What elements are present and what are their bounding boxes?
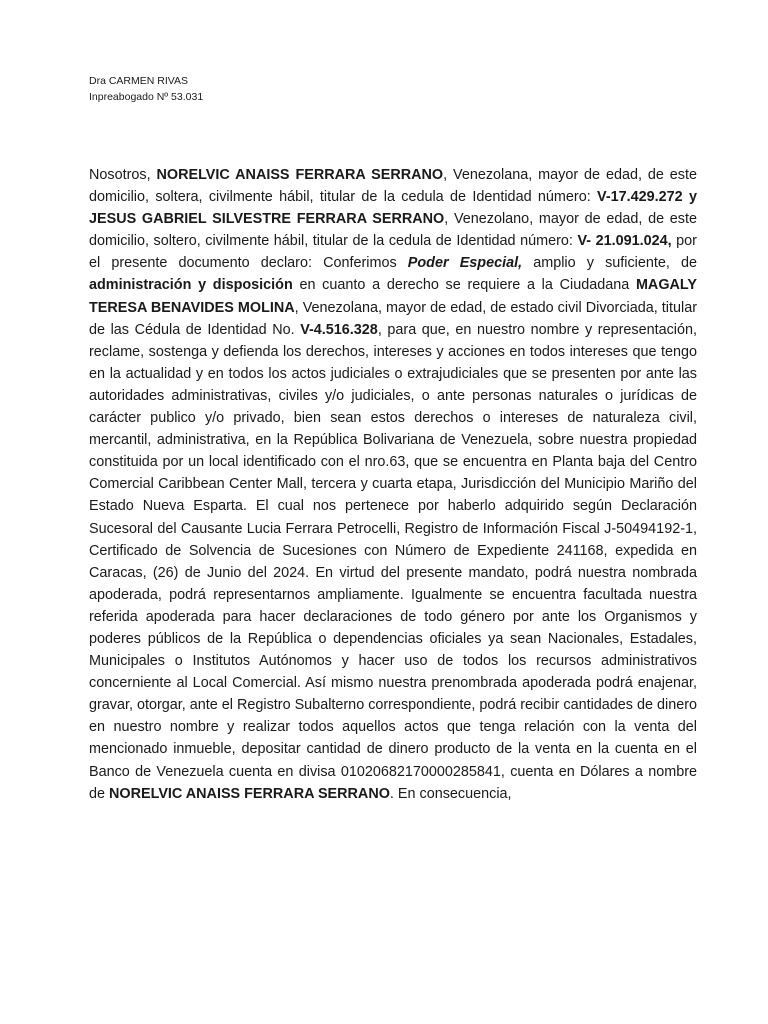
text-segment: en cuanto a derecho se requiere a la Ciudadana (292, 277, 636, 294)
text-segment: . En consecuencia, (389, 785, 512, 802)
text-segment: , para que, en nuestro nombre y representación, reclame, sostenga y defienda los derechos, intereses y acciones en todos intereses que tengo en la actualidad y en todos los actos judiciales o extrajudiciales que se presenten por ante las autoridades administrativas, civiles y/o judiciales, o ante personas naturales o jurídicas de carácter publico y/o privado, bien sean estos derechos o intereses de naturaleza civil, mercantil, administrativa, en la República Bolivariana de Venezuela, sobre nuestra propiedad constituida por un local identificado con el nro.63, que se encuentra en Planta baja del Centro Comercial Caribbean Center Mall, tercera y cuarta etapa, Jurisdicción del Municipio Mariño del Estado Nueva Esparta. El cual nos pertenece por haberlo adquirido según Declaración Sucesoral del Causante Lucia Ferrara Petrocelli, Registro de Información Fiscal J-50494192-1, Certificado de Solvencia de Sucesiones con Número de Expediente 241168, expedida en Caracas, (26) de Junio del 2024. En virtud del presente mandato, podrá nuestra nombrada apoderada, podrá representarnos ampliamente. Igualmente se encuentra facultada nuestra referida apoderada para hacer declaraciones de todo género por ante los Organismos y poderes públicos de la República o dependencias oficiales ya sean Nacionales, Estadales, Municipales o Institutos Autónomos y hacer uso de todos los recursos administrativos concerniente al Local Comercial. Así mismo nuestra prenombrada apoderada podrá enajenar, gravar, otorgar, ante el Registro Subalterno correspondiente, podrá recibir cantidades de dinero en nuestro nombre y realizar todos aquellos actos que tenga relación con la venta del mencionado inmueble, depositar cantidad de dinero producto de la venta en la cuenta en el Banco de Venezuela cuenta en divisa 01020682170000285841, cuenta en Dólares a nombre de (89, 321, 697, 802)
attorney-in-fact-name: MAGALY TERESA BENAVIDES MOLINA (89, 277, 697, 316)
text-segment: , Venezolano, mayor de edad, de este domicilio, soltero, civilmente hábil, titular de la cedula de Identidad número: (89, 211, 697, 250)
grantor-id-and-name-2: V-17.429.272 y JESUS GABRIEL SILVESTRE FERRARA SERRANO (89, 189, 697, 228)
bar-registration-number: Inpreabogado Nº 53.031 (89, 91, 204, 103)
letterhead (89, 73, 203, 105)
attorney-name: Dra CARMEN RIVAS (89, 75, 188, 87)
account-holder-name: NORELVIC ANAISS FERRARA SERRANO (109, 785, 390, 802)
attorney-in-fact-id: V-4.516.328 (300, 321, 378, 338)
text-segment: por el presente documento declaro: Conferimos (89, 233, 697, 272)
grantor-id-2: V- 21.091.024, (577, 233, 672, 250)
special-power-term: Poder Especial, (407, 255, 523, 272)
grantor-name-1: NORELVIC ANAISS FERRARA SERRANO (156, 167, 444, 183)
text-segment: , Venezolana, mayor de edad, de estado civil Divorciada, titular de las Cédula de Identidad No. (89, 299, 697, 338)
text-segment: amplio y suficiente, de (522, 255, 697, 272)
administration-disposition-term: administración y disposición (89, 277, 293, 294)
power-of-attorney-paragraph (89, 164, 697, 805)
text-segment: , Venezolana, mayor de edad, de este domicilio, soltera, civilmente hábil, titular de la cedula de Identidad número: (89, 167, 697, 206)
text-segment: Nosotros, (89, 167, 157, 183)
